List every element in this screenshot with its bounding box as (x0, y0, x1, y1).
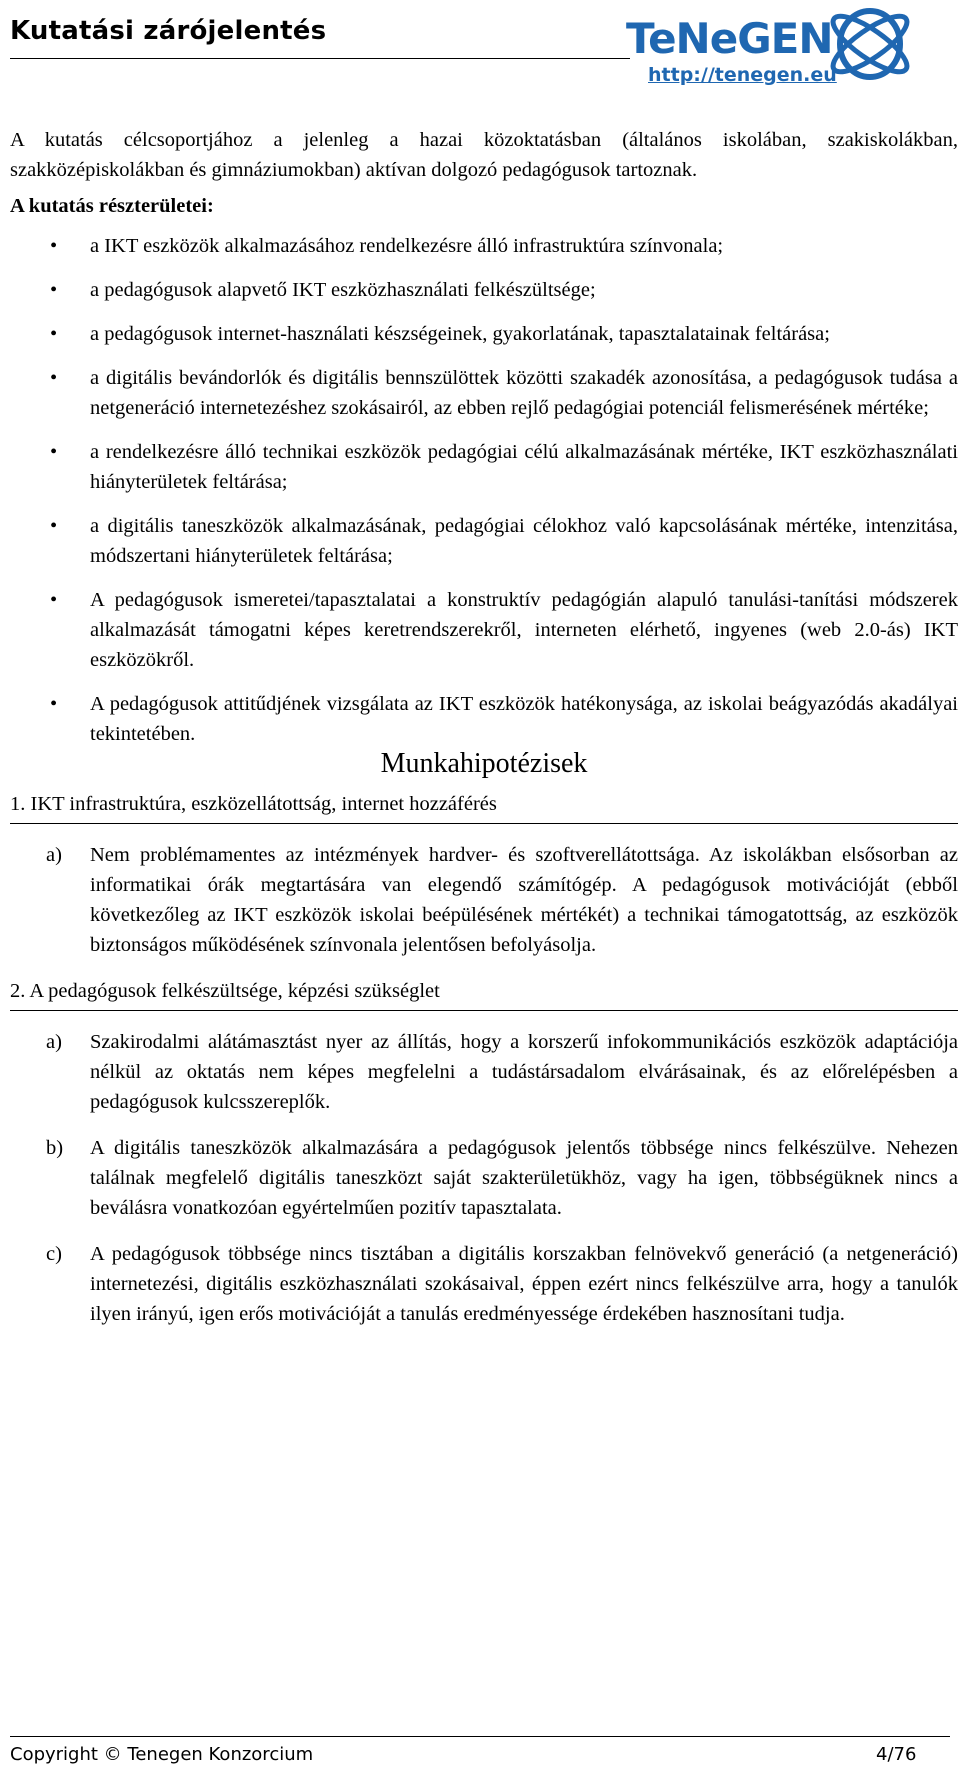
bullet-icon: • (50, 279, 58, 301)
list-item: a) Nem problémamentes az intézmények hardver- és szoftverellátottsága. Az iskolákban elsősorban az informatikai órák megtartására van elegendő számítógép. A pedagógusok motivációját (ebből következőleg az IKT eszközök iskolai beépülésének mértékét) a technikai támogatottság, az eszközök biztonságos működésének színvonala jelentősen befolyásolja. (10, 840, 958, 960)
hypothesis-heading-1: 1. IKT infrastruktúra, eszközellátottság, internet hozzáférés (10, 789, 958, 824)
list-item: a) Szakirodalmi alátámasztást nyer az állítás, hogy a korszerű infokommunikációs eszközök adaptációja nélkül az oktatás nem képes megfelelni a tudástársadalom elvárásainak, és az előrelépésben a pedagógusok kulcsszereplők. (10, 1027, 958, 1117)
bullet-icon: • (50, 589, 58, 611)
document-body (10, 125, 958, 1345)
list-marker: b) (46, 1137, 64, 1159)
list-item: • a digitális bevándorlók és digitális bennszülöttek közötti szakadék azonosítása, a pedagógusok tudása a netgeneráció internetezéshez szokásairól, az ebben rejlő pedagógiai potenciál felismerésének mértéke; (10, 363, 958, 423)
page-number: 4/76 (876, 1744, 917, 1765)
header-rule (10, 58, 630, 59)
list-marker: a) (46, 1031, 62, 1053)
list-item: c) A pedagógusok többsége nincs tisztában a digitális korszakban felnövekvő generáció (a netgeneráció) internetezési, digitális eszközhasználati szokásaival, éppen ezért nincs felkészülve arra, hogy a tanulók ilyen irányú, igen erős motivációját a tanulás eredményessége érdekében hasznosítani tudja. (10, 1239, 958, 1329)
section-title: Munkahipotézisek (380, 748, 588, 779)
list-marker: a) (46, 844, 62, 866)
list-item: • a IKT eszközök alkalmazásához rendelkezésre álló infrastruktúra színvonala; (10, 231, 958, 261)
tenegen-logo (618, 0, 948, 90)
list-marker: c) (46, 1243, 62, 1265)
hypothesis-heading-2: 2. A pedagógusok felkészültsége, képzési szükséglet (10, 976, 958, 1011)
logo-url-link[interactable]: http://tenegen.eu (648, 64, 837, 86)
bullet-icon: • (50, 441, 58, 463)
bullet-icon: • (50, 693, 58, 715)
footer-copyright: Copyright © Tenegen Konzorcium (10, 1744, 314, 1765)
list-item: • A pedagógusok attitűdjének vizsgálata az IKT eszközök hatékonysága, az iskolai beágyazódás akadályai tekintetében. (10, 689, 958, 749)
list-item: • A pedagógusok ismeretei/tapasztalatai a konstruktív pedagógián alapuló tanulási-tanítási módszerek alkalmazását támogatni képes keretrendszerekről, interneten elérhető, ingyenes (web 2.0-ás) IKT eszközökről. (10, 585, 958, 675)
hypothesis-list-2 (10, 1027, 958, 1329)
list-item: • a pedagógusok internet-használati készségeinek, gyakorlatának, tapasztalatainak feltárása; (10, 319, 958, 349)
list-item: • a rendelkezésre álló technikai eszközök pedagógiai célú alkalmazásának mértéke, IKT eszközhasználati hiányterületek feltárása; (10, 437, 958, 497)
areas-heading: A kutatás részterületei: (10, 195, 214, 217)
bullet-icon: • (50, 323, 58, 345)
footer-rule (10, 1736, 950, 1737)
logo-wordmark: TeNeGEN (626, 14, 833, 63)
list-item: • a pedagógusok alapvető IKT eszközhasználati felkészültsége; (10, 275, 958, 305)
document-title: Kutatási zárójelentés (10, 16, 327, 46)
bullet-icon: • (50, 515, 58, 537)
bullet-icon: • (50, 235, 58, 257)
bullet-icon: • (50, 367, 58, 389)
hypothesis-list-1 (10, 840, 958, 960)
areas-list (10, 231, 958, 749)
list-item: • a digitális taneszközök alkalmazásának, pedagógiai célokhoz való kapcsolásának mértéke, intenzitása, módszertani hiányterületek feltárása; (10, 511, 958, 571)
intro-paragraph: A kutatás célcsoportjához a jelenleg a hazai közoktatásban (általános iskolában, szakiskolákban, szakközépiskolákban és gimnáziumokban) aktívan dolgozó pedagógusok tartoznak. (10, 129, 958, 181)
list-item: b) A digitális taneszközök alkalmazására a pedagógusok jelentős többsége nincs felkészülve. Nehezen találnak megfelelő digitális taneszközt saját szakterületükhöz, vagy ha igen, többségüknek nincs a beválásra vonatkozóan egyértelműen pozitív tapasztalata. (10, 1133, 958, 1223)
